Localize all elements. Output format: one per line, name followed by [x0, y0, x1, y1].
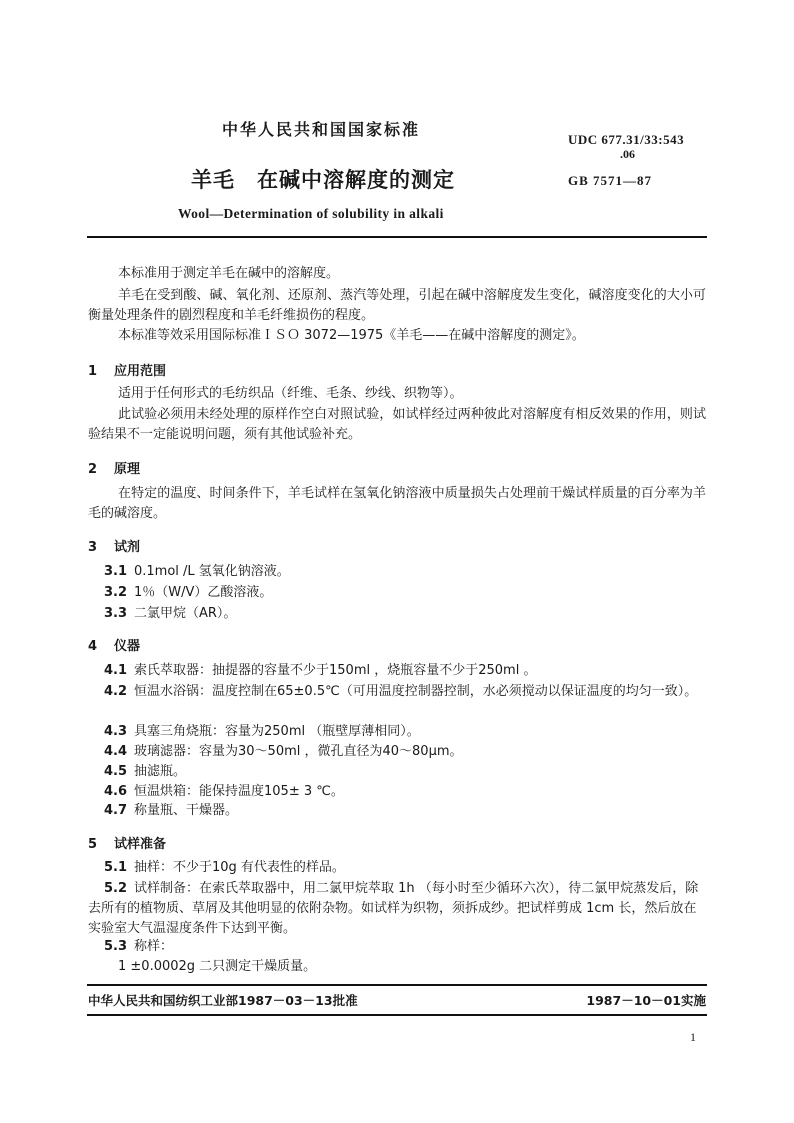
approval-line: 中华人民共和国纺织工业部1987－03－13批准 [88, 993, 358, 1008]
section-number: 4 [88, 639, 98, 654]
english-title: Wool—Determination of solubility in alkali [178, 206, 444, 221]
section-number: 2 [88, 462, 98, 477]
section-title: 仪器 [114, 639, 141, 654]
list-item [88, 742, 706, 762]
list-item [88, 762, 706, 782]
section-title: 原理 [114, 462, 141, 477]
section-number: 3 [88, 540, 98, 555]
body-paragraph: 此试验必须用未经处理的原样作空白对照试验，如试样经过两种彼此对溶解度有相反效果的作用，则试验结果不一定能说明问题，须有其他试验补充。 [88, 407, 706, 442]
list-item [88, 858, 706, 878]
item-number: 3.3 [104, 606, 128, 621]
footer-bottom-divider [87, 1014, 707, 1016]
list-item [88, 562, 706, 582]
item-text: 二氯甲烷（AR）。 [134, 606, 237, 621]
list-item [88, 937, 706, 957]
list-item [88, 722, 706, 742]
section-heading [88, 360, 166, 379]
implementation-date: 1987－10－01实施 [586, 993, 706, 1008]
item-text: 0.1mol /L 氢氧化钠溶液。 [134, 564, 290, 579]
item-text: 称量瓶、干燥器。 [134, 803, 239, 818]
item-text: 恒温水浴锅：温度控制在65±0.5℃（可用温度控制器控制，水必须搅动以保证温度的均匀一致）。 [134, 684, 698, 699]
item-number: 3.2 [104, 585, 128, 600]
item-number: 5.3 [104, 939, 128, 954]
section-title: 试样准备 [114, 837, 167, 852]
section-heading [88, 458, 140, 477]
national-standard-heading: 中华人民共和国国家标准 [222, 120, 421, 139]
document-title: 羊毛 在碱中溶解度的测定 [191, 168, 455, 192]
item-number: 5.2 [104, 881, 128, 896]
list-item [88, 801, 706, 821]
list-item [88, 583, 706, 603]
list-item [88, 661, 706, 681]
section-number: 1 [88, 364, 98, 379]
item-number: 4.2 [104, 684, 128, 699]
body-paragraph: 适用于任何形式的毛纺织品（纤维、毛条、纱线、织物等）。 [118, 386, 463, 401]
section-number: 5 [88, 837, 98, 852]
item-number: 3.1 [104, 564, 128, 579]
item-number: 4.7 [104, 803, 128, 818]
gb-number: GB 7571—87 [568, 173, 653, 188]
list-item [88, 782, 706, 802]
item-text: 1％（W/V）乙酸溶液。 [134, 585, 273, 600]
item-number: 5.1 [104, 860, 128, 875]
section-title: 应用范围 [114, 364, 167, 379]
item-number: 4.6 [104, 784, 128, 799]
udc-code-suffix: .06 [620, 147, 635, 161]
section-title: 试剂 [114, 540, 141, 555]
header-divider [87, 236, 707, 238]
page-number: 1 [690, 1030, 696, 1044]
item-text: 试样制备：在索氏萃取器中，用二氯甲烷萃取 1h （每小时至少循环六次），待二氯甲烷蒸发后，除去所有的植物质、草屑及其他明显的依附杂物。如试样为织物，须拆成纱。把试样剪成 1cm 长，然后放在实验室大气温湿度条件下达到平衡。 [88, 881, 699, 936]
list-item [88, 879, 706, 939]
intro-paragraph: 本标准等效采用国际标准ＩＳＯ 3072—1975《羊毛——在碱中溶解度的测定》。 [118, 328, 585, 343]
body-paragraph: 在特定的温度、时间条件下，羊毛试样在氢氧化钠溶液中质量损失占处理前干燥试样质量的百分率为羊毛的碱溶度。 [88, 486, 706, 521]
item-number: 4.4 [104, 744, 128, 759]
item-number: 4.5 [104, 764, 128, 779]
footer-divider [87, 984, 707, 986]
udc-code: UDC 677.31/33:543 [568, 132, 685, 147]
intro-paragraph: 本标准用于测定羊毛在碱中的溶解度。 [118, 266, 340, 281]
item-text: 抽样：不少于10g 有代表性的样品。 [134, 860, 345, 875]
list-item [88, 682, 706, 702]
list-item [88, 604, 706, 624]
section-heading [88, 833, 166, 852]
section-heading [88, 635, 140, 654]
item-text: 抽滤瓶。 [134, 764, 187, 779]
list-item [88, 957, 706, 977]
item-text: 具塞三角烧瓶：容量为250ml （瓶壁厚薄相同）。 [134, 724, 420, 739]
section-heading [88, 536, 140, 555]
item-text: 恒温烘箱：能保持温度105± 3 ℃。 [134, 784, 344, 799]
intro-paragraph: 羊毛在受到酸、碱、氧化剂、还原剂、蒸汽等处理，引起在碱中溶解度发生变化，碱溶度变化的大小可衡量处理条件的剧烈程度和羊毛纤维损伤的程度。 [88, 288, 706, 323]
item-text: 玻璃滤器：容量为30～50ml ，微孔直径为40～80μm。 [134, 744, 463, 759]
item-text: 1 ±0.0002g 二只测定干燥质量。 [118, 959, 317, 974]
item-text: 索氏萃取器：抽提器的容量不少于150ml ，烧瓶容量不少于250ml 。 [134, 663, 537, 678]
item-number: 4.1 [104, 663, 128, 678]
item-text: 称样： [134, 939, 174, 954]
item-number: 4.3 [104, 724, 128, 739]
